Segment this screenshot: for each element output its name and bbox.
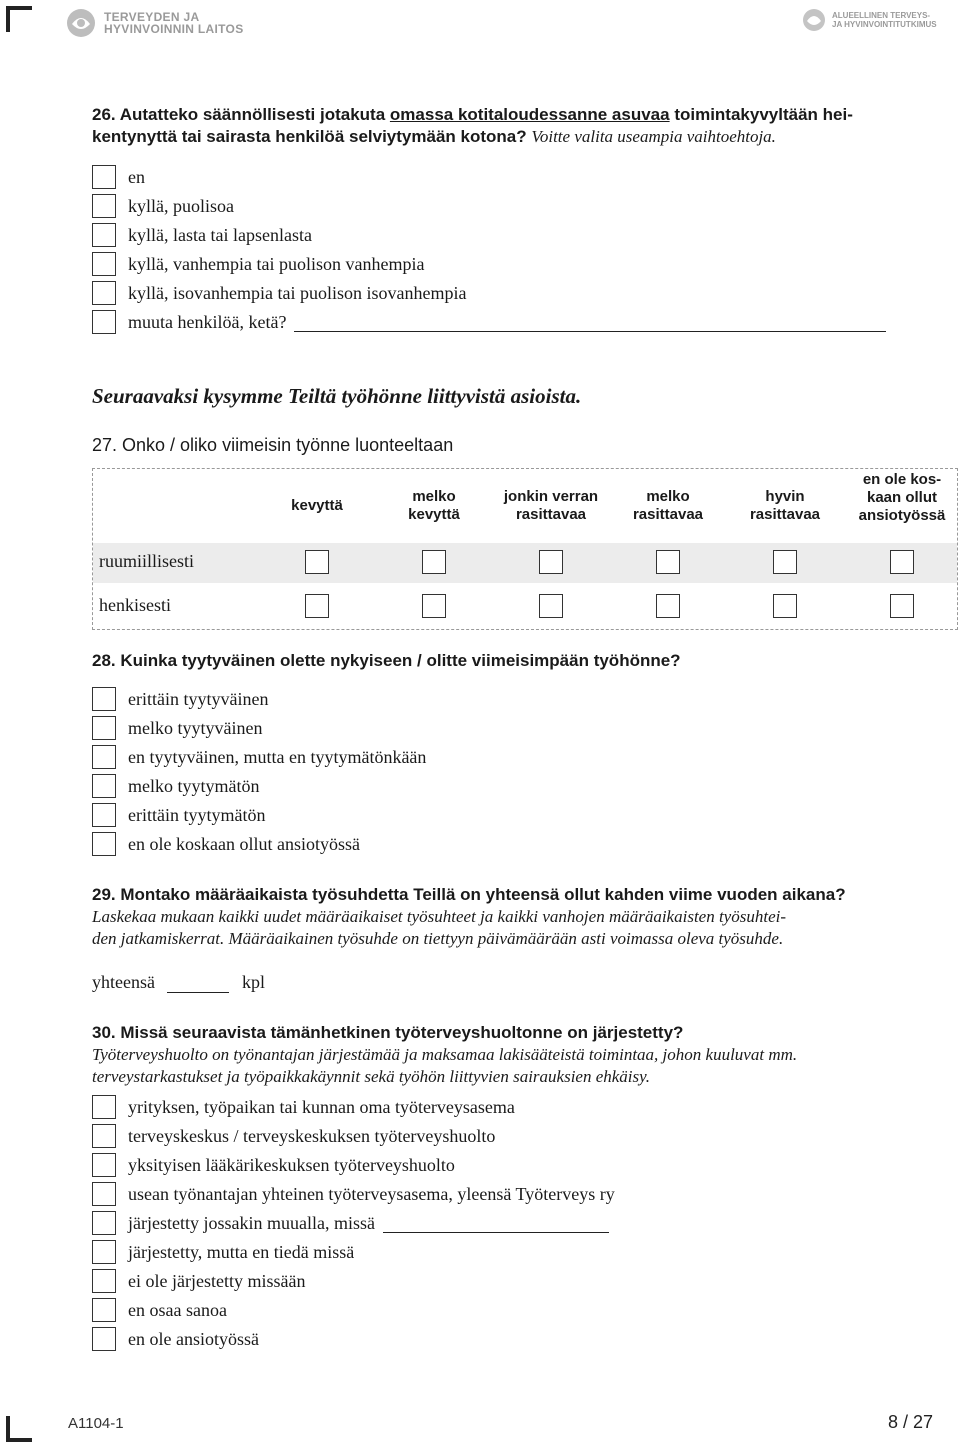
col-header-en-ole	[842, 471, 960, 525]
option-label: terveyskeskus / terveyskeskuksen työterveyshuolto	[128, 1125, 496, 1146]
other-place-input-line[interactable]	[383, 1214, 609, 1233]
form-code: A1104-1	[68, 1415, 124, 1432]
option-label: kyllä, isovanhempia tai puolison isovanhempia	[128, 282, 467, 303]
q30-option[interactable]	[92, 1210, 609, 1236]
checkbox[interactable]	[92, 1327, 116, 1351]
checkbox[interactable]	[539, 550, 563, 574]
thl-logo	[66, 8, 244, 38]
question-30-title: 30. Missä seuraavista tämänhetkinen työterveyshuoltonne on järjestetty?	[92, 1023, 684, 1042]
ath-logo-icon	[802, 8, 826, 32]
col-header-melko-kevytta	[374, 488, 494, 524]
option-label: en osaa sanoa	[128, 1299, 227, 1320]
option-label: melko tyytymätön	[128, 775, 260, 796]
q30-option[interactable]	[92, 1181, 615, 1207]
checkbox[interactable]	[92, 1298, 116, 1322]
col-header-melko-rasittavaa	[608, 488, 728, 524]
col-header-line: rasittavaa	[632, 506, 704, 523]
checkbox[interactable]	[92, 803, 116, 827]
col-header-line: rasittavaa	[515, 506, 587, 523]
crop-mark-top-left	[6, 6, 32, 32]
question-26-title	[92, 104, 952, 148]
thl-logo-text	[104, 11, 244, 35]
q26-option[interactable]	[92, 251, 424, 277]
question-27-title: 27. Onko / oliko viimeisin työnne luonteeltaan	[92, 435, 454, 455]
q30-option[interactable]	[92, 1326, 259, 1352]
count-input-line[interactable]	[167, 974, 229, 993]
thl-logo-icon	[66, 8, 96, 38]
checkbox[interactable]	[92, 832, 116, 856]
col-header-line: kevyttä	[291, 497, 343, 514]
q26-option[interactable]	[92, 280, 466, 306]
checkbox[interactable]	[92, 1240, 116, 1264]
q26-title-underlined: omassa kotitaloudessanne asuvaa	[389, 105, 670, 124]
col-header-line: hyvin	[765, 488, 805, 505]
option-label: yksityisen lääkärikeskuksen työterveyshuolto	[128, 1154, 455, 1175]
col-header-line: ansiotyössä	[858, 507, 946, 524]
q26-option[interactable]	[92, 222, 312, 248]
q29-count-row	[92, 972, 265, 993]
q30-option[interactable]	[92, 1123, 495, 1149]
option-label: en tyytyväinen, mutta en tyytymätönkään	[128, 746, 427, 767]
q30-option[interactable]	[92, 1152, 455, 1178]
ath-logo-text	[832, 11, 937, 29]
ath-logo-line1: ALUEELLINEN TERVEYS-	[832, 11, 931, 20]
q28-option[interactable]	[92, 686, 268, 712]
checkbox[interactable]	[656, 594, 680, 618]
option-label: en	[128, 166, 145, 187]
q30-option[interactable]	[92, 1268, 305, 1294]
checkbox[interactable]	[656, 550, 680, 574]
checkbox[interactable]	[539, 594, 563, 618]
checkbox[interactable]	[422, 550, 446, 574]
option-label: usean työnantajan yhteinen työterveysasema, yleensä Työterveys ry	[128, 1183, 615, 1204]
q28-option[interactable]	[92, 773, 259, 799]
checkbox[interactable]	[92, 1124, 116, 1148]
option-label: kyllä, puolisoa	[128, 195, 234, 216]
unit-label: kpl	[241, 972, 265, 992]
page-number: 8 / 27	[888, 1412, 934, 1432]
q28-option[interactable]	[92, 802, 265, 828]
grid-row-ruumiillisesti	[93, 543, 957, 583]
q28-option[interactable]	[92, 744, 426, 770]
q30-option[interactable]	[92, 1297, 227, 1323]
question-27	[92, 434, 952, 456]
checkbox[interactable]	[305, 594, 329, 618]
option-label: muuta henkilöä, ketä?	[128, 311, 287, 332]
col-header-jonkin-verran	[491, 488, 611, 524]
thl-logo-line1: TERVEYDEN JA	[104, 10, 200, 24]
col-header-line: kaan ollut	[866, 489, 937, 506]
question-26	[92, 104, 952, 148]
question-29-title: 29. Montako määräaikaista työsuhdetta Teillä on yhteensä ollut kahden viime vuoden aikana?	[92, 885, 846, 904]
checkbox[interactable]	[92, 1211, 116, 1235]
section-heading: Seuraavaksi kysymme Teiltä työhönne liittyvistä asioista.	[92, 384, 582, 408]
col-header-line: melko	[646, 488, 690, 505]
question-29-note-line1: Laskekaa mukaan kaikki uudet määräaikaiset työsuhteet ja kaikki vanhojen määräaikaisten työsuhtei-	[92, 907, 786, 926]
question-29	[92, 884, 952, 950]
checkbox[interactable]	[305, 550, 329, 574]
option-label: järjestetty, mutta en tiedä missä	[128, 1241, 355, 1262]
q26-option[interactable]	[92, 164, 145, 190]
col-header-hyvin-rasittavaa	[725, 488, 845, 524]
q28-option[interactable]	[92, 831, 360, 857]
col-header-line: rasittavaa	[749, 506, 821, 523]
ath-logo	[802, 8, 937, 32]
checkbox[interactable]	[92, 745, 116, 769]
row-label: henkisesti	[99, 595, 171, 615]
row-label: ruumiillisesti	[99, 551, 195, 571]
total-label: yhteensä	[92, 972, 155, 992]
q28-option[interactable]	[92, 715, 262, 741]
option-label: järjestetty jossakin muualla, missä	[128, 1212, 375, 1233]
checkbox[interactable]	[890, 550, 914, 574]
option-label: kyllä, lasta tai lapsenlasta	[128, 224, 312, 245]
checkbox[interactable]	[92, 252, 116, 276]
col-header-kevytta	[257, 497, 377, 515]
checkbox[interactable]	[773, 594, 797, 618]
checkbox[interactable]	[92, 281, 116, 305]
other-person-input-line[interactable]	[294, 313, 886, 332]
question-28	[92, 650, 952, 672]
q30-option[interactable]	[92, 1094, 515, 1120]
checkbox[interactable]	[92, 165, 116, 189]
col-header-line: jonkin verran	[503, 488, 599, 505]
question-30-note-line1: Työterveyshuolto on työnantajan järjestämää ja maksamaa lakisääteistä toimintaa, johon kuuluvat mm.	[92, 1045, 798, 1064]
question-30	[92, 1022, 952, 1088]
option-label: erittäin tyytymätön	[128, 804, 266, 825]
checkbox[interactable]	[773, 550, 797, 574]
col-header-line: kevyttä	[408, 506, 460, 523]
q26-note: Voitte valita useampia vaihtoehtoja.	[531, 127, 776, 146]
q26-title-part2: toimintakyvyltään hei-	[669, 105, 853, 124]
question-28-title: 28. Kuinka tyytyväinen olette nykyiseen / olitte viimeisimpään työhönne?	[92, 651, 681, 670]
checkbox[interactable]	[92, 716, 116, 740]
checkbox[interactable]	[92, 194, 116, 218]
col-header-line: melko	[412, 488, 456, 505]
checkbox[interactable]	[92, 687, 116, 711]
checkbox[interactable]	[890, 594, 914, 618]
checkbox[interactable]	[92, 1182, 116, 1206]
option-label: ei ole järjestetty missään	[128, 1270, 306, 1291]
checkbox[interactable]	[92, 310, 116, 334]
col-header-line: en ole kos-	[862, 471, 942, 488]
checkbox[interactable]	[92, 1269, 116, 1293]
question-29-note-line2: den jatkamiskerrat. Määräaikainen työsuhde on tiettyyn päivämäärään asti voimassa oleva työsuhde.	[92, 929, 784, 948]
thl-logo-line2: HYVINVOINNIN LAITOS	[104, 22, 244, 36]
checkbox[interactable]	[92, 774, 116, 798]
option-label: en ole ansiotyössä	[128, 1328, 259, 1349]
ath-logo-line2: JA HYVINVOINTITUTKIMUS	[832, 20, 937, 29]
grid-row-henkisesti	[93, 587, 957, 627]
checkbox[interactable]	[92, 1095, 116, 1119]
checkbox[interactable]	[92, 1153, 116, 1177]
option-label: erittäin tyytyväinen	[128, 688, 269, 709]
checkbox[interactable]	[422, 594, 446, 618]
option-label: melko tyytyväinen	[128, 717, 263, 738]
q26-option[interactable]	[92, 309, 886, 335]
q26-title-part1: 26. Autatteko säännöllisesti jotakuta	[92, 105, 390, 124]
question-30-note-line2: terveystarkastukset ja työpaikkakäynnit sekä työhön liittyvien sairauksien ehkäisy.	[92, 1067, 651, 1086]
option-label: yrityksen, työpaikan tai kunnan oma työterveysasema	[128, 1096, 515, 1117]
option-label: kyllä, vanhempia tai puolison vanhempia	[128, 253, 425, 274]
option-label: en ole koskaan ollut ansiotyössä	[128, 833, 360, 854]
q27-rating-grid	[92, 468, 958, 630]
checkbox[interactable]	[92, 223, 116, 247]
crop-mark-bottom-left	[6, 1416, 32, 1442]
q26-title-line2: kentynyttä tai sairasta henkilöä selviytymään kotona?	[92, 127, 527, 146]
q30-option[interactable]	[92, 1239, 354, 1265]
q26-option[interactable]	[92, 193, 234, 219]
